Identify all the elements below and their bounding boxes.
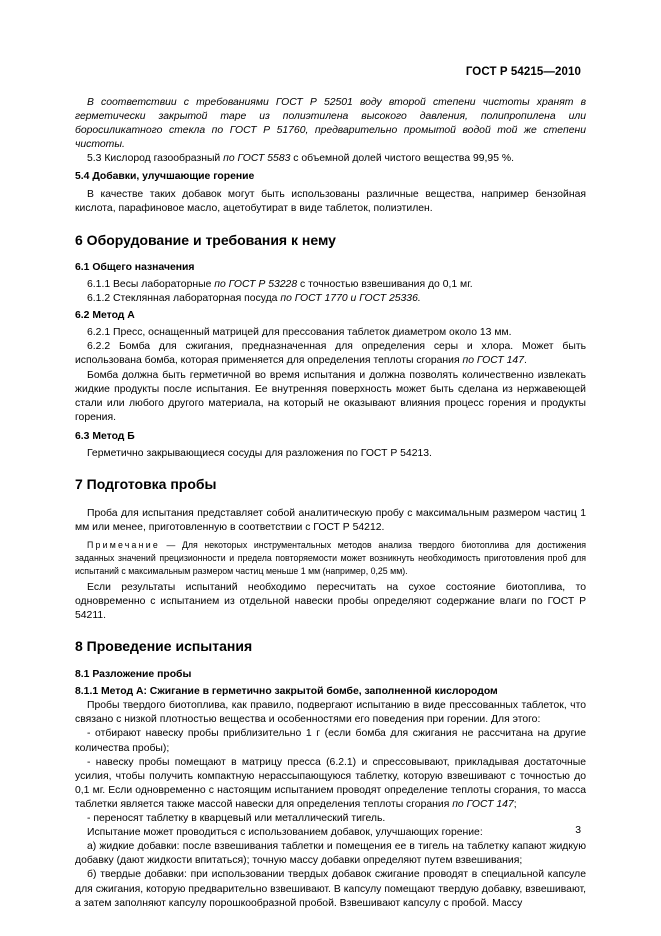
note-7: Примечание — Для некоторых инструментальных методов анализа твердого биотоплива для достижения заданных значений прецизионности и предела повторяемости может возникнуть необходимость приготовления проб для испытаний с максимальным размером частиц меньше 1 мм (например, 0,25 мм). xyxy=(75,540,586,576)
heading-5-4: 5.4 Добавки, улучшающие горение xyxy=(75,171,255,183)
section-8-heading: 8 Проведение испытания xyxy=(75,638,253,655)
paragraph-6-2-2: 6.2.2 Бомба для сжигания, предназначенная для определения серы и хлора. Может быть использована бомба, которая применяется для определения теплоты сгорания по ГОСТ 147. xyxy=(75,341,586,367)
section-6-heading: 6 Оборудование и требования к нему xyxy=(75,231,336,248)
paragraph-7-2: Если результаты испытаний необходимо пересчитать на сухое состояние биотоплива, то одновременно с испытанием из отдельной навески пробы определяют содержание влаги по ГОСТ Р 54211. xyxy=(75,581,586,621)
water-storage-paragraph: В соответствии с требованиями ГОСТ Р 52501 воду второй степени чистоты хранят в герметически закрытой таре из полиэтилена высокого давления, полипропилена или боросиликатного стекла по ГОСТ Р 51760, предварительно промытой водой той же степени чистоты. xyxy=(75,97,586,151)
paragraph-6-1-1: 6.1.1 Весы лабораторные по ГОСТ Р 53228 с точностью взвешивания до 0,1 мг. xyxy=(87,278,473,290)
list-item-transfer-tablet: - переносят таблетку в кварцевый или металлический тигель. xyxy=(87,813,386,825)
document-header: ГОСТ Р 54215—2010 xyxy=(465,66,581,78)
paragraph-5-3: 5.3 Кислород газообразный по ГОСТ 5583 с объемной долей чистого вещества 99,95 %. xyxy=(87,153,515,165)
list-item-press-tablet: - навеску пробы помещают в матрицу пресса (6.2.1) и спрессовывают, прикладывая достаточные усилия, чтобы получить компактную нерассыпающуюся таблетку, которую взвешивают с точностью до 0,1 мг. Если одновременно с настоящим испытанием проводят определение теплоты сгорания, то масса таблетки является также массой навески для определения теплоты сгорания по ГОСТ 147; xyxy=(75,756,586,810)
page-number: 3 xyxy=(575,825,581,836)
paragraph-additives: Испытание может проводиться с использованием добавок, улучшающих горение: xyxy=(87,827,483,839)
paragraph-6-3: Герметично закрывающиеся сосуды для разложения по ГОСТ Р 54213. xyxy=(87,447,432,459)
heading-6-2: 6.2 Метод А xyxy=(75,310,135,322)
section-7-heading: 7 Подготовка пробы xyxy=(75,476,217,493)
heading-6-3: 6.3 Метод Б xyxy=(75,430,135,442)
heading-8-1-1: 8.1.1 Метод А: Сжигание в герметично закрытой бомбе, заполненной кислородом xyxy=(75,686,498,698)
paragraph-8-1-1-intro: Пробы твердого биотоплива, как правило, подвергают испытанию в виде прессованных таблеток, что связано с низкой плотностью вещества и особенностями его поведения при горении. Для этого: xyxy=(75,700,586,726)
list-item-liquid-additives: а) жидкие добавки: после взвешивания таблетки и помещения ее в тигель на таблетку капают жидкую добавку (дают жидкости впитаться); точную массу добавки определяют путем взвешивания; xyxy=(75,841,586,867)
paragraph-6-2-1: 6.2.1 Пресс, оснащенный матрицей для прессования таблеток диаметром около 13 мм. xyxy=(87,327,512,339)
page-content xyxy=(75,96,586,911)
paragraph-bomb-requirements: Бомба должна быть герметичной во время испытания и должна позволять количественно извлекать жидкие продукты после испытания. Ее внутренняя поверхность может быть сделана из нержавеющей стали или любого другого материала, на который не оказывают влияния процесс горения и продукты горения. xyxy=(75,369,586,423)
list-item-solid-additives: б) твердые добавки: при использовании твердых добавок сжигание проводят в специальной капсуле для сжигания, которую предварительно взвешивают. В капсулу помещают твердую добавку, взвешивают, а затем заполняют капсулу порошкообразной пробой. Взвешивают капсулу с пробой. Массу xyxy=(75,869,586,909)
paragraph-5-4: В качестве таких добавок могут быть использованы различные вещества, например бензойная кислота, парафиновое масло, ацетобутират в виде таблеток, полиэтилен. xyxy=(75,188,586,214)
paragraph-6-1-2: 6.1.2 Стеклянная лабораторная посуда по ГОСТ 1770 и ГОСТ 25336. xyxy=(87,293,421,305)
list-item-weigh-sample: - отбирают навеску пробы приблизительно 1 г (если бомба для сжигания не рассчитана на другие количества пробы); xyxy=(75,728,586,754)
paragraph-7-1: Проба для испытания представляет собой аналитическую пробу с максимальным размером частиц 1 мм или менее, приготовленную в соответствии с ГОСТ Р 54212. xyxy=(75,508,586,534)
heading-8-1: 8.1 Разложение пробы xyxy=(75,669,192,681)
heading-6-1: 6.1 Общего назначения xyxy=(75,261,195,273)
